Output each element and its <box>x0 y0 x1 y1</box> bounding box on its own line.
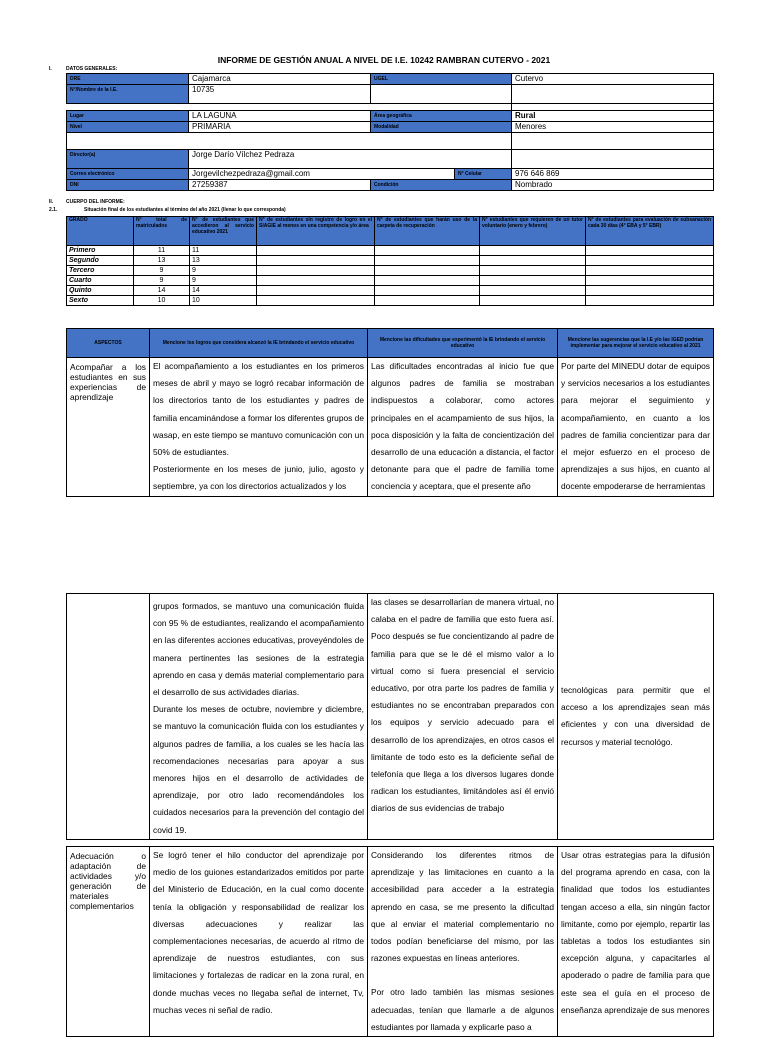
dificultades-header: Mencione las dificultades que experimentó la IE brindando el servicio educativo <box>368 329 558 358</box>
table-row <box>67 276 714 286</box>
dificultades-cell: las clases se desarrollarían de manera virtual, no calaba en el padre de familia que esto fuera así. Poco después se fue concientizando al padre de familia para que se le dé el mismo valor a lo virtual como si fuera presencial el servicio educativo, por otra parte los padres de familia y estudiantes no se encontraban preparados con los equipos y servicio adecuado para el desarrollo de los aprendizajes, en otros casos el limitante de todo esto es la deficiente señal de telefonía que llega a los diversos lugares donde radican los estudiantes, limitándoles así él envió diarios de sus evidencias de trabajo <box>368 594 558 840</box>
general-data-table <box>66 73 714 191</box>
aspects-table-continued <box>66 593 714 840</box>
area-label: Área geográfica <box>371 111 512 122</box>
grade-access: 13 <box>190 256 257 266</box>
dificultades-cell: Las dificultades encontradas al inicio fue que algunos padres de familia se mostraban indispuestos a colaborar, como actores principales en el acampamiento de sus hijos, la poca disposición y la falta de concientización del desarrollo de una educación a distancia, el factor detonante para que el padre de familia tome conciencia y aceptara, que el presente año <box>368 358 558 497</box>
aspect-cell-empty <box>67 594 150 840</box>
ie-value: 10735 <box>189 85 371 104</box>
grade-header-tutor: N° estudiantes que requieren de un tutor voluntario (enero y febrero) <box>480 217 586 246</box>
logros-paragraph: Durante los meses de octubre, noviembre y diciembre, se mantuvo la comunicación fluida con los estudiantes y algunos padres de familia, a los cuales se les hacía las recomendaciones necesarias para apoyar a sus menores hijos en el desarrollo de actividades de aprendizaje, por otro lado recomendándoles los cuidados necesarios para la prevención del contagio del covid 19. <box>153 704 364 835</box>
blank-row-cell <box>512 133 714 150</box>
section-2-heading: CUERPO DEL INFORME: <box>66 199 125 205</box>
grade-name: Cuarto <box>67 276 134 286</box>
grade-header-total: N° total de matriculados <box>134 217 190 246</box>
table-row <box>67 256 714 266</box>
table-row <box>67 296 714 306</box>
celular-value: 976 646 869 <box>512 169 714 180</box>
aspects-header: ASPECTOS <box>67 329 150 358</box>
dificultades-cell <box>368 847 558 1037</box>
grade-total: 14 <box>134 286 190 296</box>
director-extra-cell <box>512 150 714 169</box>
dni-label: DNI <box>67 180 189 191</box>
logros-cell <box>150 358 368 497</box>
spacer-cell <box>512 104 714 111</box>
table-row <box>67 358 714 497</box>
ie-extra-cell-2 <box>512 85 714 104</box>
area-value: Rural <box>512 111 714 122</box>
director-label: Director(a) <box>67 150 189 169</box>
lugar-label: Lugar <box>67 111 189 122</box>
dre-label: DRE <box>67 74 189 85</box>
grade-total: 10 <box>134 296 190 306</box>
table-row <box>67 266 714 276</box>
section-1-heading: DATOS GENERALES: <box>66 66 118 72</box>
aspect-cell: Adecuación o adaptación de actividades y/o generación de materiales complementarios <box>67 847 150 1037</box>
grade-access: 9 <box>190 276 257 286</box>
dificultades-paragraph: Por otro lado también las mismas sesiones adecuadas, tenían que llamarle a de algunos estudiantes por llamada y explicarle paso a <box>371 987 554 1032</box>
grade-header-subsanacion: N° de estudiantes para evaluación de subsanación cada 30 días (4° EBA y 5° EBR) <box>586 217 714 246</box>
aspects-table-page3 <box>66 846 714 1037</box>
logros-cell: Se logró tener el hilo conductor del aprendizaje por medio de los guiones estandarizados emitidos por parte del Ministerio de Educación, en la cual como docente tenía la obligación y responsabilidad de realizar los diversas adecuaciones y realizar las complementaciones necesarias, de acuerdo al ritmo de aprendizaje de nuestros estudiantes, con sus limitaciones y fortalezas de radicar en la zona rural, en donde muchas veces no llegaba señal de internet, Tv, muchas veces ni señal de radio. <box>150 847 368 1037</box>
grade-access: 10 <box>190 296 257 306</box>
nivel-value: PRIMARIA <box>189 122 371 133</box>
blank-row <box>67 133 512 150</box>
correo-label: Correo electrónico <box>67 169 189 180</box>
ie-label: N°/Nombre de la I.E. <box>67 85 189 104</box>
ie-extra-cell <box>371 85 512 104</box>
condicion-value: Nombrado <box>512 180 714 191</box>
sugerencias-header: Mencione las sugerencias que la I.E y/o las IGED podrían implementar para mejorar el servicio educativo al 2021 <box>558 329 714 358</box>
grade-name: Primero <box>67 246 134 256</box>
section-1-number: I. <box>49 66 52 72</box>
grade-header-carpeta: N° de estudiantes que harán uso de la carpeta de recuperación <box>375 217 480 246</box>
section-21-number: 2.1. <box>49 207 58 213</box>
condicion-label: Condición <box>371 180 512 191</box>
grade-name: Quinto <box>67 286 134 296</box>
sugerencias-cell: Por parte del MINEDU dotar de equipos y servicios necesarios a los estudiantes para mejorar el seguimiento y acompañamiento, en cuanto a los padres de familia concientizar para dar el mejor esfuerzo en el proceso de aprendizajes a sus hijos, en cuanto al docente empoderarse de herramientas <box>558 358 714 497</box>
grade-header-acceso: N° de estudiantes que accedieron al servicio educativo 2021 <box>190 217 257 246</box>
logros-cell <box>150 594 368 840</box>
sugerencias-cell: tecnológicas para permitir que el acceso a los aprendizajes sean más eficientes y con una diversidad de recursos y material tecnológo. <box>558 594 714 840</box>
section-21-heading: Situación final de los estudiantes al término del año 2021 (llenar lo que corresponda) <box>84 207 286 213</box>
sugerencias-cell: Usar otras estrategias para la difusión del programa aprendo en casa, con la finalidad que todos los estudiantes tengan acceso a ella, sin ningún factor limitante, como por ejemplo, repartir las tabletas a todos los estudiantes sin excepción alguna, y capacitarles al apoderado o padre de familia para que este sea el guía en el proceso de enseñanza aprendizaje de sus menores <box>558 847 714 1037</box>
dificultades-paragraph: Considerando los diferentes ritmos de aprendizaje y las limitaciones en cuanto a la accesibilidad para acceder a la estrategia aprendo en casa, se me presento la dificultad que al enviar el material complementario no todos podían beneficiarse del mismo, por las razones expuestas en líneas anteriores. <box>371 850 554 964</box>
dre-value: Cajamarca <box>189 74 371 85</box>
ugel-value: Cutervo <box>512 74 714 85</box>
table-row <box>67 847 714 1037</box>
aspect-cell: Acompañar a los estudiantes en sus experiencias de aprendizaje <box>67 358 150 497</box>
modalidad-label: Modalidad <box>371 122 512 133</box>
grade-header-grado: GRADO <box>67 217 134 246</box>
director-value: Jorge Darío Vílchez Pedraza <box>189 150 512 169</box>
grade-status-table <box>66 216 714 306</box>
logros-paragraph: grupos formados, se mantuvo una comunicación fluida con 95 % de estudiantes, realizando el acompañamiento en las diferentes acciones educativas, proveyéndoles de manera pertinentes las sesiones de la estrategia aprendo en casa y demás material complementario para el desarrollo de sus actividades diarias. <box>153 601 364 698</box>
grade-total: 11 <box>134 246 190 256</box>
spacer <box>67 104 512 111</box>
aspects-table <box>66 328 714 497</box>
ugel-label: UGEL <box>371 74 512 85</box>
logros-paragraph: Posteriormente en los meses de junio, julio, agosto y septiembre, ya con los directorios actualizados y los <box>153 464 364 492</box>
lugar-value: LA LAGUNA <box>189 111 371 122</box>
grade-access: 14 <box>190 286 257 296</box>
table-row <box>67 286 714 296</box>
table-row <box>67 594 714 840</box>
grade-access: 11 <box>190 246 257 256</box>
grade-total: 9 <box>134 276 190 286</box>
document-title: INFORME DE GESTIÓN ANUAL A NIVEL DE I.E. 10242 RAMBRAN CUTERVO - 2021 <box>217 55 551 65</box>
grade-total: 9 <box>134 266 190 276</box>
section-2-number: II. <box>49 199 54 205</box>
grade-name: Sexto <box>67 296 134 306</box>
celular-label: N° Celular <box>455 169 512 180</box>
table-row <box>67 246 714 256</box>
grade-access: 9 <box>190 266 257 276</box>
nivel-label: Nivel <box>67 122 189 133</box>
grade-name: Segundo <box>67 256 134 266</box>
correo-value: Jorgevilchezpedraza@gmail.com <box>189 169 455 180</box>
logros-header: Mencione los logros que considera alcanzó la IE brindando el servicio educativo <box>150 329 368 358</box>
grade-name: Tercero <box>67 266 134 276</box>
modalidad-value: Menores <box>512 122 714 133</box>
dni-value: 27259387 <box>189 180 371 191</box>
grade-header-siagie: N° de estudiantes sin registro de logro en el SIAGIE al menos en una competencia y/o área <box>257 217 375 246</box>
grade-total: 13 <box>134 256 190 266</box>
logros-paragraph: El acompañamiento a los estudiantes en los primeros meses de abril y mayo se logró recabar información de los directorios tanto de los estudiantes y padres de familia encaminándose a formar los diferentes grupos de wasap, en este tiempo se mantuvo comunicación con un 50% de estudiantes. <box>153 361 364 458</box>
